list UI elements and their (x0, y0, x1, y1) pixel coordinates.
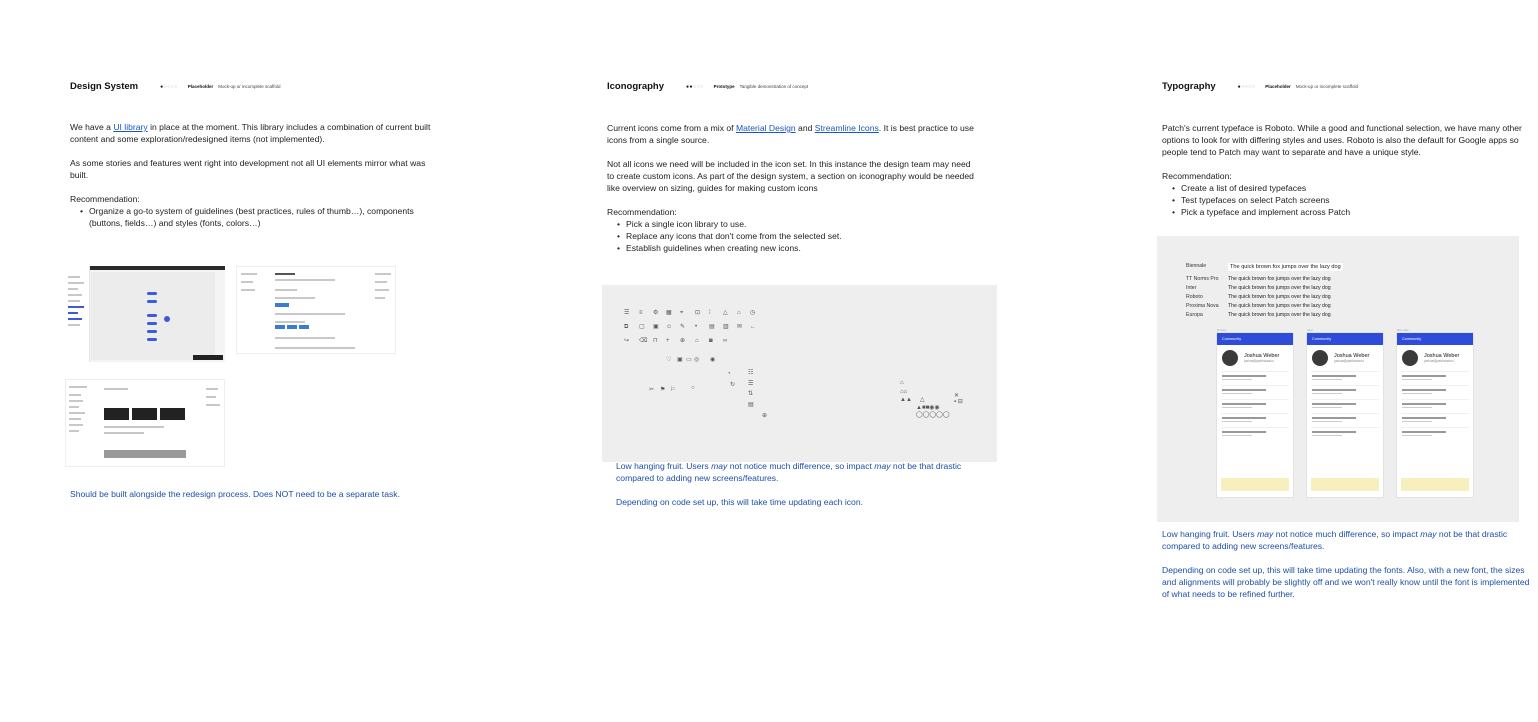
tag-icon: ⚐ (670, 387, 676, 393)
edit-icon: ✎ (680, 324, 686, 330)
stage-description: Tangible demonstration of concept (739, 84, 809, 89)
link-icon: ∞ (723, 338, 728, 344)
plus-circle-icon: ⊕ (762, 413, 768, 419)
stage-label: Prototype (713, 84, 735, 89)
clock-icon: ◔ (727, 371, 731, 377)
heart-icon: ♡ (666, 357, 672, 363)
font-sample: The quick brown fox jumps over the lazy dog (1228, 285, 1331, 291)
image-icon: ▣ (653, 324, 659, 330)
globe-icon: ⊕ (680, 338, 686, 344)
material-design-link[interactable]: Material Design (735, 123, 796, 133)
typography-header (1162, 81, 1358, 92)
pin-icon: ⌖ (680, 310, 684, 316)
ring-icon: ◎ (694, 357, 700, 363)
typography-body (1162, 122, 1530, 218)
toolbar-icons-alt: ◯◯◯◯◯ (916, 412, 950, 418)
bookmark-icon: ⊡ (695, 310, 701, 316)
notice-banner (1221, 478, 1289, 491)
maturity-dots: ●○○○○ (1237, 83, 1256, 90)
section-title: Typography (1162, 81, 1216, 92)
phone-label: Roboto (1217, 328, 1227, 332)
list-item: • Create a list of desired typefaces (1172, 182, 1530, 194)
expand-icon: ▪ ⊟ (954, 399, 963, 405)
recommendation-list (617, 218, 977, 254)
font-sample-row (1186, 276, 1331, 282)
maturity-dots: ●●○○○ (686, 83, 704, 90)
list-item: • Replace any icons that don't come from the selected set. (617, 230, 977, 242)
font-name: Proxima Nova (1186, 303, 1219, 309)
list-item: • Establish guidelines when creating new icons. (617, 242, 977, 254)
maturity-meta (686, 84, 808, 90)
list-item: • Test typefaces on select Patch screens (1172, 194, 1530, 206)
sort-icon: ⇅ (748, 391, 754, 397)
font-sample-row (1186, 303, 1331, 309)
box-icon: ▣ (677, 357, 683, 363)
note-paragraph: Low hanging fruit. Users may not notice much difference, so impact may not be that drastic compared to adding new screens/features. (1162, 529, 1508, 551)
recommendation-label: Recommendation: (607, 207, 677, 217)
user-icon: ☺ (666, 324, 673, 330)
paragraph: Not all icons we need will be included in the icon set. In this instance the design team may need to create custom icons. As part of the design system, a section on iconography would be needed like overview on sizing, guides for making custom icons (607, 159, 974, 193)
profile-email: joshua@patchdata.io (1244, 359, 1274, 363)
font-name: Biennale (1186, 263, 1207, 269)
line-icon: ⁞ (709, 310, 711, 316)
iconography-header (607, 81, 808, 92)
font-sample: The quick brown fox jumps over the lazy dog (1230, 264, 1341, 270)
stage-label: Placeholder (187, 84, 214, 89)
avatar (1312, 350, 1328, 366)
device-icon: ▭ (686, 357, 692, 363)
font-sample: The quick brown fox jumps over the lazy dog (1228, 312, 1331, 318)
streamline-icons-link[interactable]: Streamline Icons (814, 123, 879, 133)
section-title: Design System (70, 81, 139, 92)
doc-icon: ▤ (748, 402, 754, 408)
font-sample-row (1186, 285, 1331, 291)
font-sample-row (1186, 263, 1343, 271)
close-icon: ✕ (954, 393, 960, 399)
bell-icon: ⌂ (737, 310, 741, 316)
notice-banner (1311, 478, 1379, 491)
font-sample: The quick brown fox jumps over the lazy dog (1228, 303, 1331, 309)
avatar (1222, 350, 1238, 366)
iconography-body (607, 122, 977, 254)
avatar (1402, 350, 1418, 366)
cards-screenshot (65, 379, 225, 467)
arrow-icon: ← (750, 324, 756, 330)
notice-banner (1401, 478, 1469, 491)
recommendation-label: Recommendation: (70, 194, 140, 204)
profile-header (1217, 345, 1293, 371)
circle-icon: ◉ (710, 357, 716, 363)
lock-icon: ⊓ (653, 338, 658, 344)
font-sample-row (1186, 294, 1331, 300)
typeface-comparison-panel (1157, 236, 1519, 522)
stage-label: Placeholder (1265, 84, 1291, 89)
grid-icon: ▦ (666, 310, 672, 316)
profile-header (1397, 345, 1473, 371)
warning-icon: △ (723, 310, 728, 316)
calendar-icon: ▤ (709, 324, 715, 330)
copy-icon: ⧉ (624, 324, 629, 330)
folder-icon: ▢ (639, 324, 645, 330)
recommendation-label: Recommendation: (1162, 171, 1232, 181)
warn-alt-icon: △ (920, 397, 925, 403)
font-name: Roboto (1186, 294, 1203, 300)
paragraph: As some stories and features went right into development not all UI elements mirror what was built. (70, 158, 426, 180)
app-bar: Community (1397, 333, 1473, 345)
note-paragraph: Low hanging fruit. Users may not notice much difference, so impact may not be that drastic compared to adding new screens/features. (616, 461, 962, 483)
trash-icon: ⌫ (639, 338, 648, 344)
font-name: TT Norms Pro (1186, 276, 1219, 282)
building-icon: ▲▲ (900, 397, 912, 403)
ui-library-link[interactable]: UI library (113, 122, 148, 132)
home-alt-icon: ⌂ (900, 380, 904, 386)
design-system-header (70, 81, 280, 92)
stage-description: Mock-up or incomplete scaffold (1295, 84, 1359, 89)
search-icon: ○ (691, 385, 695, 391)
stage-description: Mock-up or incomplete scaffold (218, 84, 281, 89)
font-name: Inter (1186, 285, 1197, 291)
dot-icon: • (695, 324, 698, 330)
profile-email: joshua@patchdata.io (1424, 359, 1454, 363)
chart-icon: ▥ (723, 324, 729, 330)
time-icon: ◷ (750, 310, 756, 316)
profile-name: Joshua Weber (1334, 353, 1370, 359)
settings-icon: ⚙ (653, 310, 659, 316)
mail-icon: ✉ (737, 324, 743, 330)
font-sample: The quick brown fox jumps over the lazy dog (1228, 276, 1331, 282)
list-item: • Pick a typeface and implement across Patch (1172, 206, 1530, 218)
design-system-note: Should be built alongside the redesign process. Does NOT need to be a separate task. (70, 489, 400, 499)
phone-mockup (1216, 332, 1294, 498)
paragraph: Current icons come from a mix of Material Design and Streamline Icons. It is best practice to use icons from a single source. (607, 123, 974, 145)
list-item: • Pick a single icon library to use. (617, 218, 977, 230)
flag-icon: ⚑ (660, 387, 666, 393)
app-bar: Community (1307, 333, 1383, 345)
share-icon: ↪ (624, 338, 630, 344)
list-alt-icon: ☰ (748, 381, 754, 387)
stack-icon: ☷ (748, 370, 754, 376)
font-name: Europa (1186, 312, 1203, 318)
ui-library-screenshot (65, 266, 225, 362)
recommendation-list (80, 205, 435, 229)
phone-mockup (1306, 332, 1384, 498)
camera-icon: ◙ (709, 338, 713, 344)
font-sample-row (1186, 312, 1331, 318)
app-bar: Community (1217, 333, 1293, 345)
list-item: • Organize a go-to system of guidelines (best practices, rules of thumb…), components (buttons, fields…) and styles (fonts, colors…) (80, 205, 435, 229)
maturity-meta (160, 84, 280, 90)
home-icon: ⌂ (695, 338, 699, 344)
iconography-note (616, 460, 986, 520)
paragraph: Patch's current typeface is Roboto. While a good and functional selection, we have many other options to look for with differing styles and uses. Roboto is also the default for Google apps so people tend to Patch may want to separate and have a unique style. (1162, 123, 1522, 157)
phone-mockup (1396, 332, 1474, 498)
font-sample: The quick brown fox jumps over the lazy dog (1228, 294, 1331, 300)
note-paragraph: Depending on code set up, this will take time updating each icon. (616, 497, 863, 507)
note-paragraph: Depending on code set up, this will take time updating the fonts. Also, with a new font, the sizes and alignments will probably be slightly off and we won't really know until the font is implemented of what needs to be refined further. (1162, 565, 1530, 599)
list-icon: ≡ (639, 310, 643, 316)
recommendation-list (1172, 182, 1530, 218)
maturity-dots: ●○○○○ (160, 83, 178, 90)
section-title: Iconography (607, 81, 665, 92)
typography-note (1162, 528, 1530, 612)
profile-name: Joshua Weber (1244, 353, 1280, 359)
filter-icon: ☰ (624, 310, 630, 316)
design-system-body (70, 121, 435, 229)
paragraph: We have a UI library in place at the moment. This library includes a combination of current built content and some exploration/redesigned items (not implemented). (70, 122, 431, 144)
add-icon: + (666, 338, 670, 344)
profile-header (1307, 345, 1383, 371)
form-components-screenshot (236, 266, 396, 354)
maturity-meta (1238, 84, 1358, 90)
cut-icon: ✂ (649, 387, 655, 393)
profile-email: joshua@patchdata.io (1334, 359, 1364, 363)
phone-label: Inter (1307, 328, 1314, 332)
phone-label: Biennale (1397, 328, 1409, 332)
refresh-icon: ↻ (730, 382, 736, 388)
icon-set-preview (602, 285, 997, 462)
toolbar-icons: ▲■■◉◉ (916, 405, 940, 411)
house-icon: ⌂⌂ (900, 389, 908, 395)
profile-name: Joshua Weber (1424, 353, 1460, 359)
